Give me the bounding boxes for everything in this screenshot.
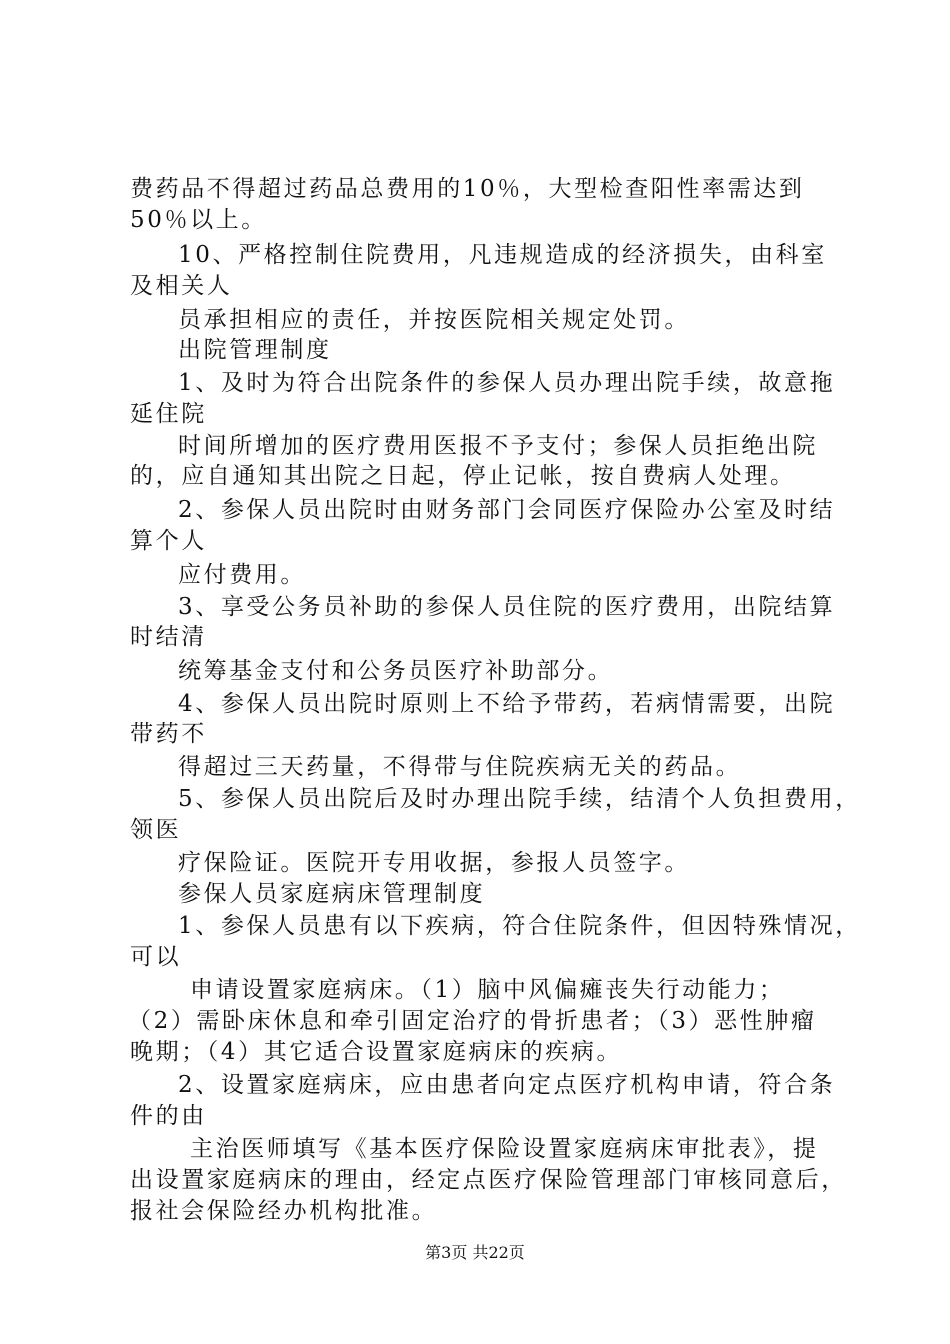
text-line: 5、参保人员出院后及时办理出院手续，结清个人负担费用， bbox=[178, 786, 861, 812]
text-line: 带药不 bbox=[130, 721, 207, 747]
text-line: 时结清 bbox=[130, 624, 207, 650]
text-line: 2、设置家庭病床，应由患者向定点医疗机构申请，符合条 bbox=[178, 1072, 836, 1098]
text-line: 疗保险证。医院开专用收据，参报人员签字。 bbox=[178, 850, 690, 876]
text-line: 50％以上。 bbox=[130, 207, 267, 233]
text-line: 10、严格控制住院费用，凡违规造成的经济损失，由科室 bbox=[178, 242, 827, 268]
text-line: 费药品不得超过药品总费用的10％，大型检查阳性率需达到 bbox=[130, 176, 805, 202]
text-line: （2）需卧床休息和牵引固定治疗的骨折患者；（3）恶性肿瘤 bbox=[128, 1008, 817, 1034]
text-line: 得超过三天药量，不得带与住院疾病无关的药品。 bbox=[178, 754, 742, 780]
text-line: 3、享受公务员补助的参保人员住院的医疗费用，出院结算 bbox=[178, 594, 836, 620]
section-heading: 出院管理制度 bbox=[178, 337, 332, 363]
text-line: 2、参保人员出院时由财务部门会同医疗保险办公室及时结 bbox=[178, 497, 836, 523]
text-line: 报社会保险经办机构批准。 bbox=[130, 1198, 438, 1224]
section-heading: 参保人员家庭病床管理制度 bbox=[178, 881, 486, 907]
text-line: 延住院 bbox=[130, 401, 207, 427]
text-line: 主治医师填写《基本医疗保险设置家庭病床审批表》，提 bbox=[190, 1136, 819, 1162]
text-line: 4、参保人员出院时原则上不给予带药，若病情需要，出院 bbox=[178, 691, 836, 717]
text-line: 及相关人 bbox=[130, 273, 233, 299]
text-line: 的，应自通知其出院之日起，停止记帐，按自费病人处理。 bbox=[130, 463, 796, 489]
page-number-footer: 第3页 共22页 bbox=[425, 1243, 525, 1262]
text-line: 出设置家庭病床的理由，经定点医疗保险管理部门审核同意后， bbox=[130, 1167, 847, 1193]
text-line: 申请设置家庭病床。（1）脑中风偏瘫丧失行动能力； bbox=[190, 977, 785, 1003]
text-line: 统筹基金支付和公务员医疗补助部分。 bbox=[178, 658, 614, 684]
text-line: 应付费用。 bbox=[178, 562, 306, 588]
text-line: 员承担相应的责任，并按医院相关规定处罚。 bbox=[178, 307, 690, 333]
text-line: 件的由 bbox=[130, 1103, 207, 1129]
text-line: 算个人 bbox=[130, 528, 207, 554]
text-line: 可以 bbox=[130, 944, 182, 970]
text-line: 1、及时为符合出院条件的参保人员办理出院手续，故意拖 bbox=[178, 370, 836, 396]
text-line: 时间所增加的医疗费用医报不予支付；参保人员拒绝出院 bbox=[178, 433, 818, 459]
text-line: 1、参保人员患有以下疾病，符合住院条件，但因特殊情况， bbox=[178, 913, 861, 939]
text-line: 晚期；（4）其它适合设置家庭病床的疾病。 bbox=[130, 1039, 623, 1065]
text-line: 领医 bbox=[130, 817, 182, 843]
